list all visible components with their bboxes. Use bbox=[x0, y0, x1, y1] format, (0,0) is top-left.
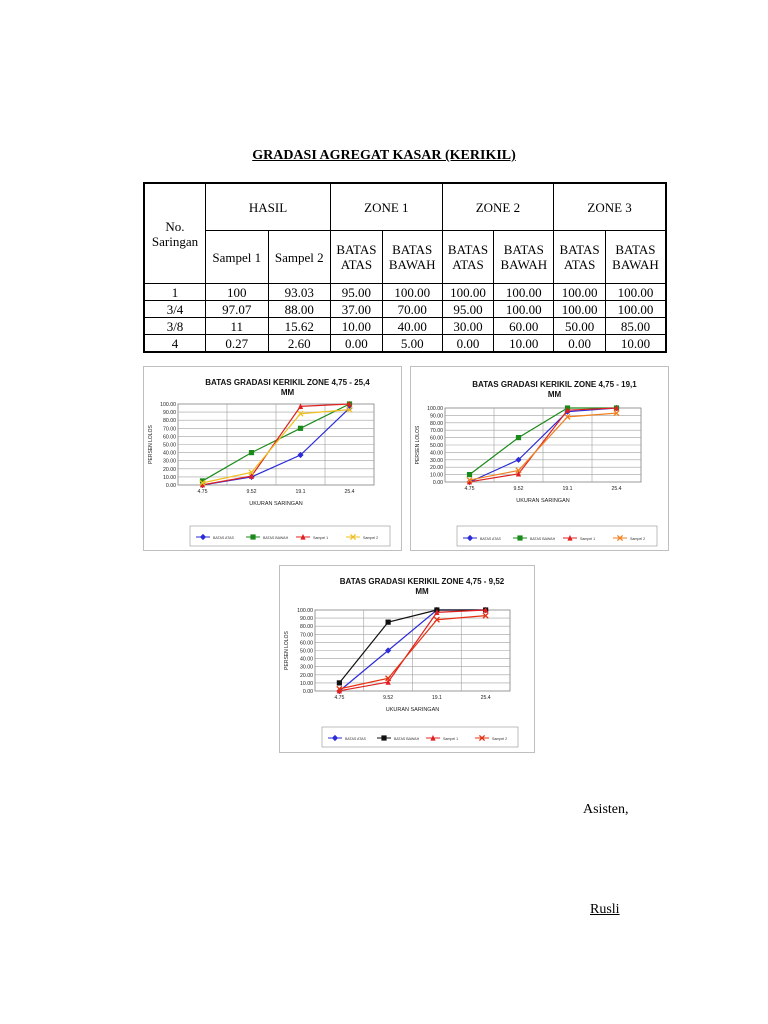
chart-zone-9-52 bbox=[279, 565, 535, 753]
y-tick-label: 40.00 bbox=[163, 450, 176, 457]
data-point bbox=[298, 426, 303, 431]
y-tick-label: 10.00 bbox=[430, 472, 443, 479]
y-tick-label: 100.00 bbox=[427, 406, 443, 412]
table-cell: 11 bbox=[206, 318, 269, 335]
chart-title: BATAS GRADASI KERIKIL ZONE 4,75 - 19,1 bbox=[472, 380, 637, 389]
y-tick-label: 20.00 bbox=[300, 672, 313, 679]
legend-entry: Sampel 1 bbox=[580, 536, 596, 541]
header-hasil: HASIL bbox=[206, 183, 331, 231]
header-zone-1: ZONE 1 bbox=[331, 183, 443, 231]
chart-title: BATAS GRADASI KERIKIL ZONE 4,75 - 25,4 bbox=[205, 378, 370, 387]
table-cell: 60.00 bbox=[494, 318, 554, 335]
table-cell: 100.00 bbox=[605, 301, 666, 318]
x-axis-label: UKURAN SARINGAN bbox=[385, 707, 440, 713]
x-tick-label: 25.4 bbox=[480, 695, 491, 701]
table-cell: 0.00 bbox=[331, 335, 383, 353]
header-zone-3: ZONE 3 bbox=[554, 183, 666, 231]
y-tick-label: 90.00 bbox=[300, 616, 313, 623]
y-tick-label: 90.00 bbox=[430, 413, 443, 420]
legend-entry: Sampel 2 bbox=[492, 736, 508, 741]
chart-zone-25-4-svg bbox=[144, 367, 401, 550]
table-cell: 100.00 bbox=[494, 301, 554, 318]
table-row bbox=[144, 301, 666, 318]
y-tick-label: 50.00 bbox=[300, 648, 313, 655]
x-tick-label: 25.4 bbox=[344, 489, 355, 495]
table-cell: 4 bbox=[144, 335, 206, 353]
legend-entry: BATAS BAWAH bbox=[394, 736, 420, 741]
signature-role: Asisten, bbox=[583, 802, 629, 817]
x-tick-label: 25.4 bbox=[611, 486, 622, 492]
header-sampel-1: Sampel 1 bbox=[206, 231, 269, 284]
header-z1-batas-atas: BATAS ATAS bbox=[331, 231, 383, 284]
data-point bbox=[337, 680, 342, 685]
header-z1-batas-bawah: BATAS BAWAH bbox=[382, 231, 442, 284]
table-cell: 1 bbox=[144, 284, 206, 301]
table-cell: 30.00 bbox=[442, 318, 494, 335]
chart-title: MM bbox=[415, 587, 429, 596]
table-cell: 95.00 bbox=[442, 301, 494, 318]
y-axis-label: PERSEN LOLOS bbox=[284, 631, 290, 670]
table-cell: 100.00 bbox=[494, 284, 554, 301]
legend-entry: BATAS ATAS bbox=[213, 535, 234, 540]
y-tick-label: 90.00 bbox=[163, 410, 176, 417]
header-z3-batas-bawah: BATAS BAWAH bbox=[605, 231, 666, 284]
legend-entry: Sampel 1 bbox=[443, 736, 459, 741]
data-point bbox=[467, 472, 472, 477]
table-cell: 10.00 bbox=[494, 335, 554, 353]
chart-title: BATAS GRADASI KERIKIL ZONE 4,75 - 9,52 bbox=[339, 577, 505, 586]
table-cell: 0.00 bbox=[554, 335, 606, 353]
table-cell: 100.00 bbox=[554, 301, 606, 318]
data-point bbox=[517, 535, 522, 540]
y-tick-label: 10.00 bbox=[300, 680, 313, 687]
legend-entry: BATAS BAWAH bbox=[530, 536, 556, 541]
y-tick-label: 20.00 bbox=[163, 466, 176, 473]
table-cell: 15.62 bbox=[268, 318, 331, 335]
table-cell: 40.00 bbox=[382, 318, 442, 335]
table-row bbox=[144, 335, 666, 353]
table-cell: 3/4 bbox=[144, 301, 206, 318]
y-tick-label: 0.00 bbox=[165, 483, 176, 489]
chart-title: MM bbox=[280, 388, 295, 397]
table-cell: 93.03 bbox=[268, 284, 331, 301]
y-tick-label: 80.00 bbox=[300, 624, 313, 631]
chart-zone-19-1 bbox=[410, 366, 669, 551]
header-sampel-2: Sampel 2 bbox=[268, 231, 331, 284]
y-tick-label: 70.00 bbox=[430, 428, 443, 435]
data-point bbox=[516, 435, 521, 440]
table-row bbox=[144, 284, 666, 301]
legend-entry: Sampel 1 bbox=[313, 535, 329, 540]
table-cell: 2.60 bbox=[268, 335, 331, 353]
x-tick-label: 19.1 bbox=[431, 695, 442, 701]
legend-entry: BATAS ATAS bbox=[345, 736, 366, 741]
table-cell: 95.00 bbox=[331, 284, 383, 301]
table-cell: 10.00 bbox=[331, 318, 383, 335]
table-cell: 0.27 bbox=[206, 335, 269, 353]
y-tick-label: 80.00 bbox=[430, 420, 443, 427]
x-tick-label: 9.52 bbox=[246, 489, 257, 495]
header-z2-batas-bawah: BATAS BAWAH bbox=[494, 231, 554, 284]
data-point bbox=[250, 534, 255, 539]
table-cell: 70.00 bbox=[382, 301, 442, 318]
y-tick-label: 0.00 bbox=[432, 480, 443, 486]
table-cell: 85.00 bbox=[605, 318, 666, 335]
y-tick-label: 70.00 bbox=[300, 632, 313, 639]
y-tick-label: 100.00 bbox=[160, 402, 176, 408]
data-point bbox=[386, 620, 391, 625]
x-tick-label: 19.1 bbox=[295, 489, 306, 495]
table-cell: 0.00 bbox=[442, 335, 494, 353]
table-cell: 3/8 bbox=[144, 318, 206, 335]
x-tick-label: 4.75 bbox=[334, 695, 345, 701]
x-tick-label: 9.52 bbox=[383, 695, 394, 701]
y-tick-label: 0.00 bbox=[302, 689, 313, 695]
table-cell: 100 bbox=[206, 284, 269, 301]
y-tick-label: 30.00 bbox=[163, 458, 176, 465]
y-tick-label: 60.00 bbox=[430, 435, 443, 442]
chart-zone-25-4 bbox=[143, 366, 402, 551]
x-axis-label: UKURAN SARINGAN bbox=[249, 501, 303, 507]
y-tick-label: 40.00 bbox=[430, 450, 443, 457]
y-tick-label: 30.00 bbox=[300, 664, 313, 671]
y-axis-label: PERSEN LOLOS bbox=[148, 425, 154, 464]
header-z2-batas-atas: BATAS ATAS bbox=[442, 231, 494, 284]
y-tick-label: 60.00 bbox=[163, 434, 176, 441]
x-tick-label: 4.75 bbox=[464, 486, 475, 492]
header-no-saringan bbox=[144, 183, 206, 284]
table-cell: 100.00 bbox=[554, 284, 606, 301]
y-tick-label: 70.00 bbox=[163, 426, 176, 433]
table-row bbox=[144, 318, 666, 335]
y-tick-label: 10.00 bbox=[163, 474, 176, 481]
y-tick-label: 100.00 bbox=[297, 608, 313, 614]
x-axis-label: UKURAN SARINGAN bbox=[516, 498, 570, 504]
table-cell: 97.07 bbox=[206, 301, 269, 318]
header-saringan: Saringan bbox=[151, 233, 199, 249]
y-tick-label: 80.00 bbox=[163, 418, 176, 425]
legend-entry: BATAS BAWAH bbox=[263, 535, 289, 540]
y-tick-label: 40.00 bbox=[300, 656, 313, 663]
gradation-table bbox=[143, 182, 667, 353]
table-cell: 5.00 bbox=[382, 335, 442, 353]
table-cell: 10.00 bbox=[605, 335, 666, 353]
y-tick-label: 20.00 bbox=[430, 465, 443, 472]
legend-entry: Sampel 2 bbox=[363, 535, 379, 540]
legend-entry: Sampel 2 bbox=[630, 536, 646, 541]
header-no: No. bbox=[165, 218, 185, 234]
table-cell: 37.00 bbox=[331, 301, 383, 318]
header-z3-batas-atas: BATAS ATAS bbox=[554, 231, 606, 284]
data-point bbox=[249, 450, 254, 455]
y-tick-label: 30.00 bbox=[430, 457, 443, 464]
data-point bbox=[381, 735, 386, 740]
table-cell: 100.00 bbox=[442, 284, 494, 301]
y-axis-label: PERSEN LOLOS bbox=[415, 425, 421, 465]
legend-entry: BATAS ATAS bbox=[480, 536, 501, 541]
table-cell: 88.00 bbox=[268, 301, 331, 318]
x-tick-label: 19.1 bbox=[562, 486, 573, 492]
x-tick-label: 4.75 bbox=[197, 489, 208, 495]
header-zone-2: ZONE 2 bbox=[442, 183, 554, 231]
table-cell: 100.00 bbox=[605, 284, 666, 301]
y-tick-label: 50.00 bbox=[163, 442, 176, 449]
y-tick-label: 60.00 bbox=[300, 640, 313, 647]
signature-name: Rusli bbox=[590, 902, 620, 917]
chart-title: MM bbox=[547, 390, 562, 399]
x-tick-label: 9.52 bbox=[513, 486, 524, 492]
chart-zone-9-52-svg bbox=[280, 566, 534, 752]
chart-zone-19-1-svg bbox=[411, 367, 668, 550]
page-title: GRADASI AGREGAT KASAR (KERIKIL) bbox=[252, 148, 516, 163]
table-cell: 50.00 bbox=[554, 318, 606, 335]
table-cell: 100.00 bbox=[382, 284, 442, 301]
y-tick-label: 50.00 bbox=[430, 443, 443, 449]
